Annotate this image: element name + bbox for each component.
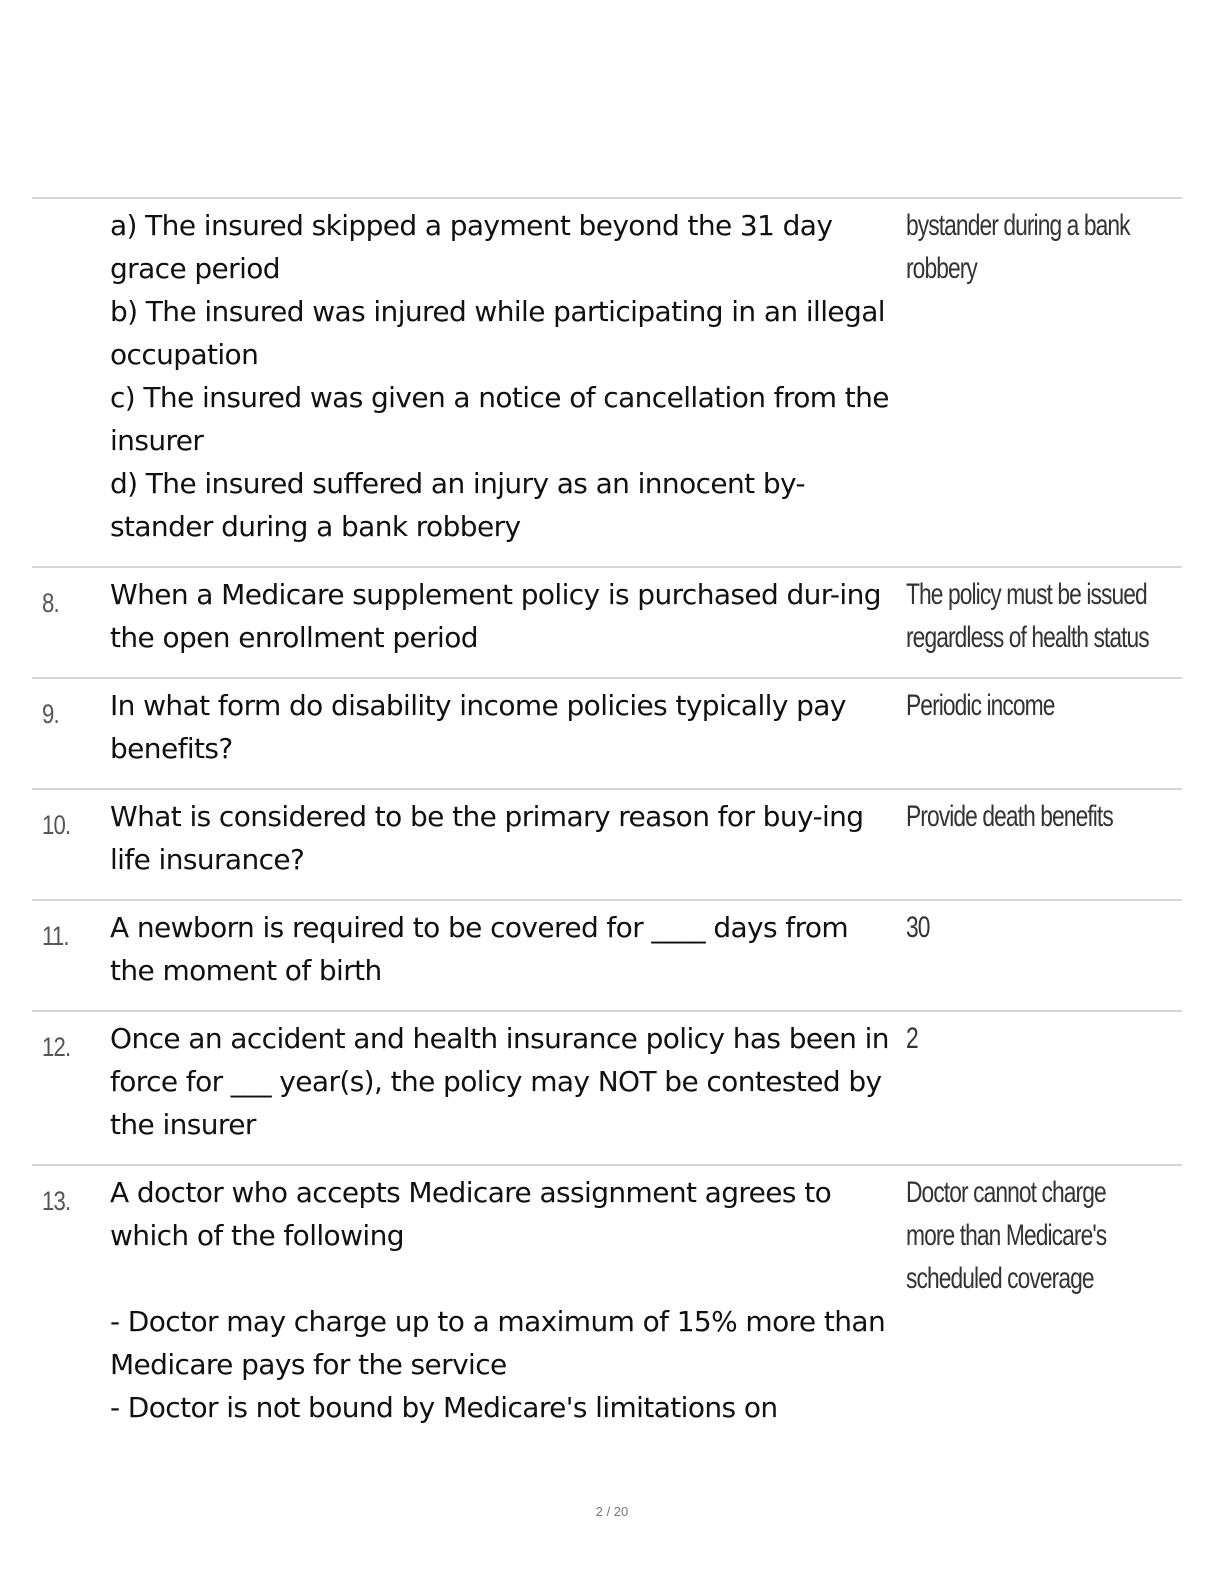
flashcard-table (32, 197, 1182, 1447)
row-number: 9. (42, 699, 59, 729)
answer-text: The policy must be issued regardless of health status (906, 578, 1149, 654)
table-row (32, 1010, 1182, 1164)
answer-text: Periodic income (906, 689, 1055, 722)
question-text: A doctor who accepts Medicare assignment agrees to which of the following - Doctor may charge up to a maximum of 15% more than Medicare pays for the service - Doctor is not bound by Medicare's limitations on (110, 1176, 886, 1424)
row-number: 10. (42, 810, 71, 840)
question-text: A newborn is required to be covered for ____ days from the moment of birth (110, 911, 849, 987)
row-number: 11. (42, 921, 69, 951)
answer-text: Doctor cannot charge more than Medicare's scheduled coverage (906, 1176, 1107, 1295)
answer-text: 30 (906, 911, 930, 944)
row-number: 12. (42, 1032, 71, 1062)
table-row (32, 566, 1182, 677)
table-row (32, 788, 1182, 899)
table-row (32, 197, 1182, 566)
row-number: 13. (42, 1186, 71, 1216)
question-text: Once an accident and health insurance policy has been in force for ___ year(s), the policy may NOT be contested by the insurer (110, 1022, 889, 1141)
question-text: a) The insured skipped a payment beyond the 31 day grace period b) The insured was injured while participating in an illegal occupation c) The insured was given a notice of cancellation from the insurer d) The insured suffered an injury as an innocent by-stander during a bank robbery (110, 209, 889, 543)
answer-text: 2 (906, 1022, 918, 1055)
question-text: In what form do disability income policies typically pay benefits? (110, 689, 846, 765)
page-indicator: 2 / 20 (595, 1504, 629, 1519)
question-text: When a Medicare supplement policy is purchased dur-ing the open enrollment period (110, 578, 881, 654)
table-row (32, 677, 1182, 788)
answer-text: bystander during a bank robbery (906, 209, 1130, 285)
row-number: 8. (42, 588, 59, 618)
answer-text: Provide death benefits (906, 800, 1113, 833)
question-text: What is considered to be the primary reason for buy-ing life insurance? (110, 800, 864, 876)
table-row (32, 1164, 1182, 1447)
table-row (32, 899, 1182, 1010)
